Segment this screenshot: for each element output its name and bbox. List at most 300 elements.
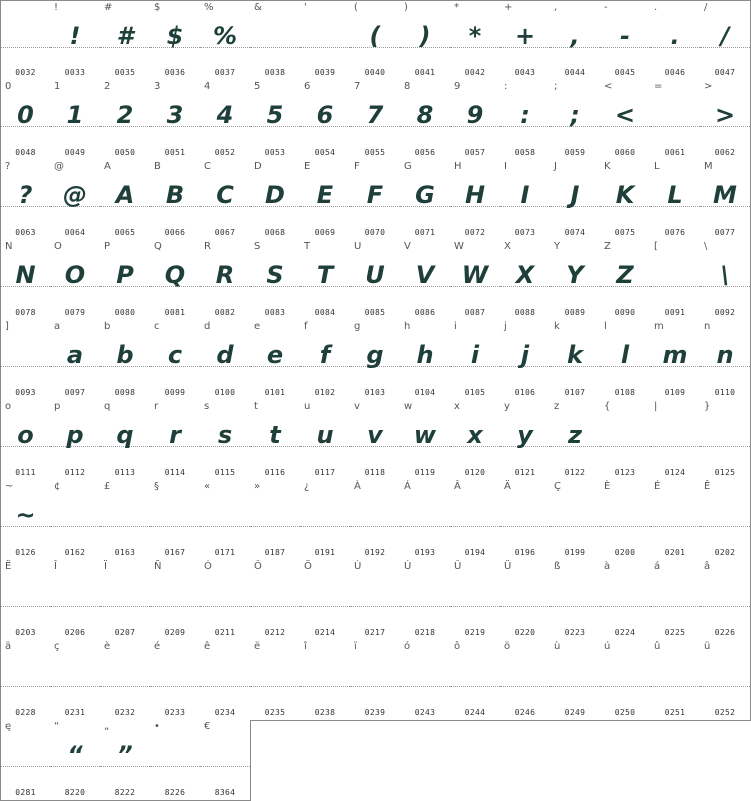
glyph-cell	[550, 400, 601, 481]
baseline-guide	[150, 766, 200, 767]
glyph-sample: K	[615, 181, 635, 209]
character-code: 0032	[15, 68, 36, 77]
baseline-guide	[600, 686, 650, 687]
character-label: Ü	[504, 561, 512, 572]
character-label: 0	[5, 81, 12, 92]
character-label: £	[104, 481, 111, 492]
character-code: 0206	[64, 628, 86, 637]
character-code: 0039	[314, 68, 336, 77]
character-label: ä	[5, 641, 12, 652]
glyph-sample: q	[116, 421, 134, 449]
character-code: 0116	[264, 468, 286, 477]
character-label: d	[204, 321, 211, 332]
baseline-guide	[400, 686, 450, 687]
character-label: B	[154, 161, 161, 172]
glyph-sample: \	[720, 261, 730, 289]
glyph-sample: ”	[117, 741, 133, 769]
character-code: 0040	[364, 68, 386, 77]
glyph-cell	[400, 320, 451, 401]
glyph-sample: 7	[366, 101, 384, 129]
glyph-sample: <	[614, 101, 636, 129]
character-code: 0102	[314, 388, 336, 397]
glyph-cell	[500, 640, 551, 721]
character-label: F	[354, 161, 360, 172]
glyph-cell	[600, 240, 651, 321]
character-code: 8220	[64, 788, 86, 797]
glyph-sample: $	[166, 22, 184, 50]
character-label: ,	[554, 2, 558, 13]
glyph-sample: c	[167, 341, 183, 369]
glyph-cell	[0, 640, 51, 721]
glyph-cell	[700, 480, 751, 561]
character-code: 0037	[214, 68, 236, 77]
baseline-guide	[700, 526, 750, 527]
character-label: k	[554, 321, 560, 332]
character-label: »	[254, 481, 261, 492]
glyph-sample: “	[67, 741, 83, 769]
character-code: 0232	[114, 708, 136, 717]
glyph-sample: B	[165, 181, 185, 209]
character-code: 0209	[164, 628, 186, 637]
glyph-cell	[100, 0, 151, 81]
glyph-sample: e	[266, 341, 284, 369]
glyph-cell	[250, 400, 301, 481]
character-label: Y	[554, 241, 561, 252]
character-label: ù	[554, 641, 561, 652]
character-label: r	[154, 401, 159, 412]
baseline-guide	[150, 686, 200, 687]
glyph-cell	[300, 80, 351, 161]
glyph-cell	[650, 640, 701, 721]
baseline-guide	[200, 606, 250, 607]
character-label: è	[104, 641, 111, 652]
character-code: 0228	[15, 708, 36, 717]
character-code: 0047	[714, 68, 736, 77]
glyph-sample: j	[520, 341, 530, 369]
baseline-guide	[350, 606, 400, 607]
glyph-cell	[400, 0, 451, 81]
baseline-guide	[650, 526, 700, 527]
character-code: 0124	[664, 468, 686, 477]
baseline-guide	[300, 686, 350, 687]
character-code: 0068	[264, 228, 286, 237]
character-label: U	[354, 241, 362, 252]
glyph-sample: Q	[164, 261, 186, 289]
character-label: €	[204, 721, 211, 732]
baseline-guide	[550, 526, 600, 527]
character-code: 0239	[364, 708, 386, 717]
character-code: 0211	[214, 628, 236, 637]
glyph-cell	[450, 320, 501, 401]
glyph-cell	[350, 400, 401, 481]
character-label: &	[254, 2, 262, 13]
glyph-cell	[350, 640, 401, 721]
character-code: 0193	[414, 548, 436, 557]
character-label: c	[154, 321, 160, 332]
glyph-cell	[550, 480, 601, 561]
glyph-sample: d	[216, 341, 234, 369]
character-code: 0057	[464, 148, 486, 157]
character-label: Ñ	[154, 561, 162, 572]
character-label: Ú	[404, 561, 412, 572]
baseline-guide	[600, 526, 650, 527]
character-code: 0125	[714, 468, 736, 477]
character-label: g	[354, 321, 361, 332]
baseline-guide	[450, 526, 500, 527]
baseline-guide	[200, 526, 250, 527]
glyph-sample: f	[319, 341, 331, 369]
baseline-guide	[250, 47, 300, 48]
glyph-sample: a	[66, 341, 84, 369]
glyph-cell	[650, 480, 701, 561]
character-label: Û	[454, 561, 462, 572]
character-code: 0192	[364, 548, 386, 557]
glyph-sample: U	[365, 261, 385, 289]
glyph-cell	[450, 400, 501, 481]
character-label: P	[104, 241, 111, 252]
character-label: q	[104, 401, 111, 412]
glyph-sample: -	[620, 22, 630, 50]
character-code: 0106	[514, 388, 536, 397]
glyph-cell	[0, 0, 51, 81]
character-code: 0238	[314, 708, 336, 717]
character-label: :	[504, 81, 508, 92]
glyph-cell	[600, 0, 651, 81]
glyph-cell	[50, 720, 101, 801]
character-label: p	[54, 401, 61, 412]
character-code: 0061	[664, 148, 686, 157]
character-label: m	[654, 321, 664, 332]
character-code: 0051	[164, 148, 186, 157]
character-code: 0071	[414, 228, 436, 237]
glyph-sample: m	[662, 341, 688, 369]
character-label: 7	[354, 81, 361, 92]
character-label: I	[504, 161, 507, 172]
character-code: 0233	[164, 708, 186, 717]
baseline-guide	[50, 686, 100, 687]
baseline-guide	[450, 606, 500, 607]
baseline-guide	[50, 526, 100, 527]
glyph-cell	[0, 560, 51, 641]
character-code: 0207	[114, 628, 136, 637]
character-code: 0122	[564, 468, 586, 477]
character-code: 0072	[464, 228, 486, 237]
glyph-cell	[500, 400, 551, 481]
glyph-cell	[600, 640, 651, 721]
glyph-sample: k	[567, 341, 583, 369]
glyph-sample: X	[515, 261, 535, 289]
character-label: }	[704, 401, 711, 412]
baseline-guide	[50, 606, 100, 607]
glyph-sample: l	[620, 341, 630, 369]
glyph-cell	[500, 160, 551, 241]
glyph-cell	[250, 320, 301, 401]
character-label: Z	[604, 241, 611, 252]
character-label: [	[654, 241, 658, 252]
character-code: 0196	[514, 548, 536, 557]
baseline-guide	[300, 606, 350, 607]
character-label: z	[554, 401, 560, 412]
glyph-sample: D	[265, 181, 285, 209]
character-label: ę	[5, 721, 12, 732]
glyph-cell	[600, 480, 651, 561]
character-code: 0085	[364, 308, 386, 317]
glyph-cell	[650, 400, 701, 481]
baseline-guide	[450, 686, 500, 687]
character-code: 0235	[264, 708, 286, 717]
character-code: 0044	[564, 68, 586, 77]
character-label: Ô	[254, 561, 262, 572]
baseline-guide	[500, 606, 550, 607]
baseline-guide	[200, 686, 250, 687]
glyph-cell	[150, 640, 201, 721]
character-code: 0111	[15, 468, 36, 477]
glyph-cell	[250, 160, 301, 241]
glyph-cell	[300, 640, 351, 721]
glyph-cell	[250, 640, 301, 721]
baseline-guide	[600, 606, 650, 607]
glyph-cell	[600, 320, 651, 401]
glyph-sample: w	[413, 421, 437, 449]
character-code: 0234	[214, 708, 236, 717]
character-label: á	[654, 561, 661, 572]
baseline-guide	[650, 286, 700, 287]
glyph-sample: T	[316, 261, 334, 289]
character-label: t	[254, 401, 258, 412]
character-code: 0080	[114, 308, 136, 317]
glyph-cell	[350, 560, 401, 641]
character-label: “	[54, 721, 60, 732]
character-label: 2	[104, 81, 111, 92]
glyph-cell	[550, 320, 601, 401]
glyph-cell	[700, 560, 751, 641]
character-code: 0053	[264, 148, 286, 157]
character-code: 0060	[614, 148, 636, 157]
character-code: 0214	[314, 628, 336, 637]
glyph-cell	[300, 160, 351, 241]
baseline-guide	[250, 606, 300, 607]
character-label: 1	[54, 81, 61, 92]
character-code: 0084	[314, 308, 336, 317]
character-code: 0098	[114, 388, 136, 397]
glyph-cell	[100, 80, 151, 161]
glyph-cell	[100, 320, 151, 401]
glyph-cell	[400, 240, 451, 321]
character-code: 0123	[614, 468, 636, 477]
glyph-cell	[450, 240, 501, 321]
glyph-sample: )	[419, 22, 431, 50]
character-label: V	[404, 241, 411, 252]
glyph-cell	[200, 80, 251, 161]
character-label: G	[404, 161, 412, 172]
character-label: ê	[204, 641, 211, 652]
glyph-sample: !	[69, 22, 81, 50]
glyph-cell	[650, 160, 701, 241]
character-code: 0058	[514, 148, 536, 157]
character-label: a	[54, 321, 61, 332]
glyph-sample: h	[416, 341, 434, 369]
character-label: Ë	[5, 561, 12, 572]
baseline-guide	[350, 686, 400, 687]
character-code: 0107	[564, 388, 586, 397]
character-label: ö	[504, 641, 511, 652]
glyph-cell	[50, 0, 101, 81]
glyph-sample: y	[517, 421, 533, 449]
baseline-guide	[250, 526, 300, 527]
glyph-cell	[500, 0, 551, 81]
baseline-guide	[1, 686, 50, 687]
character-code: 0100	[214, 388, 236, 397]
character-code: 0225	[664, 628, 686, 637]
glyph-cell	[50, 480, 101, 561]
character-code: 0041	[414, 68, 436, 77]
glyph-cell	[500, 320, 551, 401]
character-code: 0069	[314, 228, 336, 237]
glyph-cell	[300, 0, 351, 81]
glyph-sample: 4	[216, 101, 234, 129]
glyph-cell	[50, 400, 101, 481]
glyph-cell	[200, 480, 251, 561]
character-code: 0093	[15, 388, 36, 397]
glyph-sample: n	[716, 341, 734, 369]
glyph-cell	[350, 240, 401, 321]
character-label: R	[204, 241, 211, 252]
glyph-sample: u	[316, 421, 334, 449]
character-label: L	[654, 161, 660, 172]
baseline-guide	[400, 606, 450, 607]
character-code: 0033	[64, 68, 86, 77]
character-label: J	[554, 161, 557, 172]
character-label: ô	[454, 641, 461, 652]
baseline-guide	[500, 686, 550, 687]
glyph-cell	[0, 80, 51, 161]
character-label: N	[5, 241, 13, 252]
character-label: §	[154, 481, 159, 492]
glyph-cell	[700, 320, 751, 401]
character-label: Ö	[304, 561, 312, 572]
character-code: 0252	[714, 708, 736, 717]
glyph-cell	[50, 240, 101, 321]
character-code: 8222	[114, 788, 136, 797]
glyph-cell	[250, 560, 301, 641]
character-label: Ï	[104, 561, 107, 572]
glyph-sample: Z	[616, 261, 634, 289]
glyph-cell	[650, 80, 701, 161]
character-label: ¢	[54, 481, 61, 492]
glyph-cell	[150, 320, 201, 401]
character-code: 0062	[714, 148, 736, 157]
glyph-sample: ?	[18, 181, 33, 209]
baseline-guide	[650, 126, 700, 127]
baseline-guide	[150, 606, 200, 607]
baseline-guide	[100, 606, 150, 607]
character-code: 0089	[564, 308, 586, 317]
character-code: 8364	[214, 788, 236, 797]
character-code: 0055	[364, 148, 386, 157]
baseline-guide	[100, 686, 150, 687]
glyph-cell	[250, 80, 301, 161]
character-code: 0200	[614, 548, 636, 557]
character-label: @	[54, 161, 64, 172]
glyph-cell	[650, 0, 701, 81]
character-code: 0167	[164, 548, 186, 557]
glyph-cell	[200, 160, 251, 241]
glyph-cell	[550, 0, 601, 81]
character-code: 0105	[464, 388, 486, 397]
character-label: •	[154, 721, 160, 732]
character-label: y	[504, 401, 510, 412]
glyph-sample: L	[667, 181, 683, 209]
character-code: 0067	[214, 228, 236, 237]
character-label: v	[354, 401, 360, 412]
character-code: 0281	[15, 788, 36, 797]
character-label: e	[254, 321, 261, 332]
glyph-sample: F	[366, 181, 384, 209]
glyph-cell	[250, 0, 301, 81]
baseline-guide	[650, 606, 700, 607]
baseline-guide	[150, 526, 200, 527]
character-code: 0218	[414, 628, 436, 637]
baseline-guide	[550, 606, 600, 607]
glyph-cell	[350, 80, 401, 161]
glyph-cell	[500, 480, 551, 561]
character-code: 0108	[614, 388, 636, 397]
glyph-sample: t	[269, 421, 281, 449]
baseline-guide	[1, 766, 50, 767]
glyph-sample: I	[520, 181, 530, 209]
character-label: f	[304, 321, 308, 332]
glyph-sample: E	[316, 181, 334, 209]
character-code: 0074	[564, 228, 586, 237]
character-label: $	[154, 2, 161, 13]
glyph-cell	[550, 80, 601, 161]
glyph-sample: z	[568, 421, 582, 449]
glyph-sample: W	[461, 261, 489, 289]
glyph-sample: 1	[66, 101, 84, 129]
glyph-cell	[200, 0, 251, 81]
character-label: D	[254, 161, 262, 172]
character-label: *	[454, 2, 459, 13]
character-code: 0043	[514, 68, 536, 77]
character-label: n	[704, 321, 711, 332]
character-label: <	[604, 81, 613, 92]
glyph-cell	[150, 160, 201, 241]
character-code: 0079	[64, 308, 86, 317]
glyph-cell	[300, 480, 351, 561]
glyph-cell	[550, 640, 601, 721]
character-label: 5	[254, 81, 261, 92]
glyph-cell	[400, 400, 451, 481]
character-label: î	[304, 641, 307, 652]
character-code: 0091	[664, 308, 686, 317]
character-code: 0163	[114, 548, 136, 557]
glyph-cell	[450, 480, 501, 561]
character-code: 0220	[514, 628, 536, 637]
character-code: 0226	[714, 628, 736, 637]
character-label: é	[154, 641, 161, 652]
glyph-sample: A	[115, 181, 135, 209]
glyph-cell	[200, 720, 251, 801]
baseline-guide	[650, 686, 700, 687]
character-label: 9	[454, 81, 461, 92]
glyph-cell	[700, 80, 751, 161]
character-code: 0194	[464, 548, 486, 557]
character-code: 0082	[214, 308, 236, 317]
glyph-cell	[250, 480, 301, 561]
character-code: 0066	[164, 228, 186, 237]
baseline-guide	[400, 526, 450, 527]
glyph-cell	[650, 240, 701, 321]
